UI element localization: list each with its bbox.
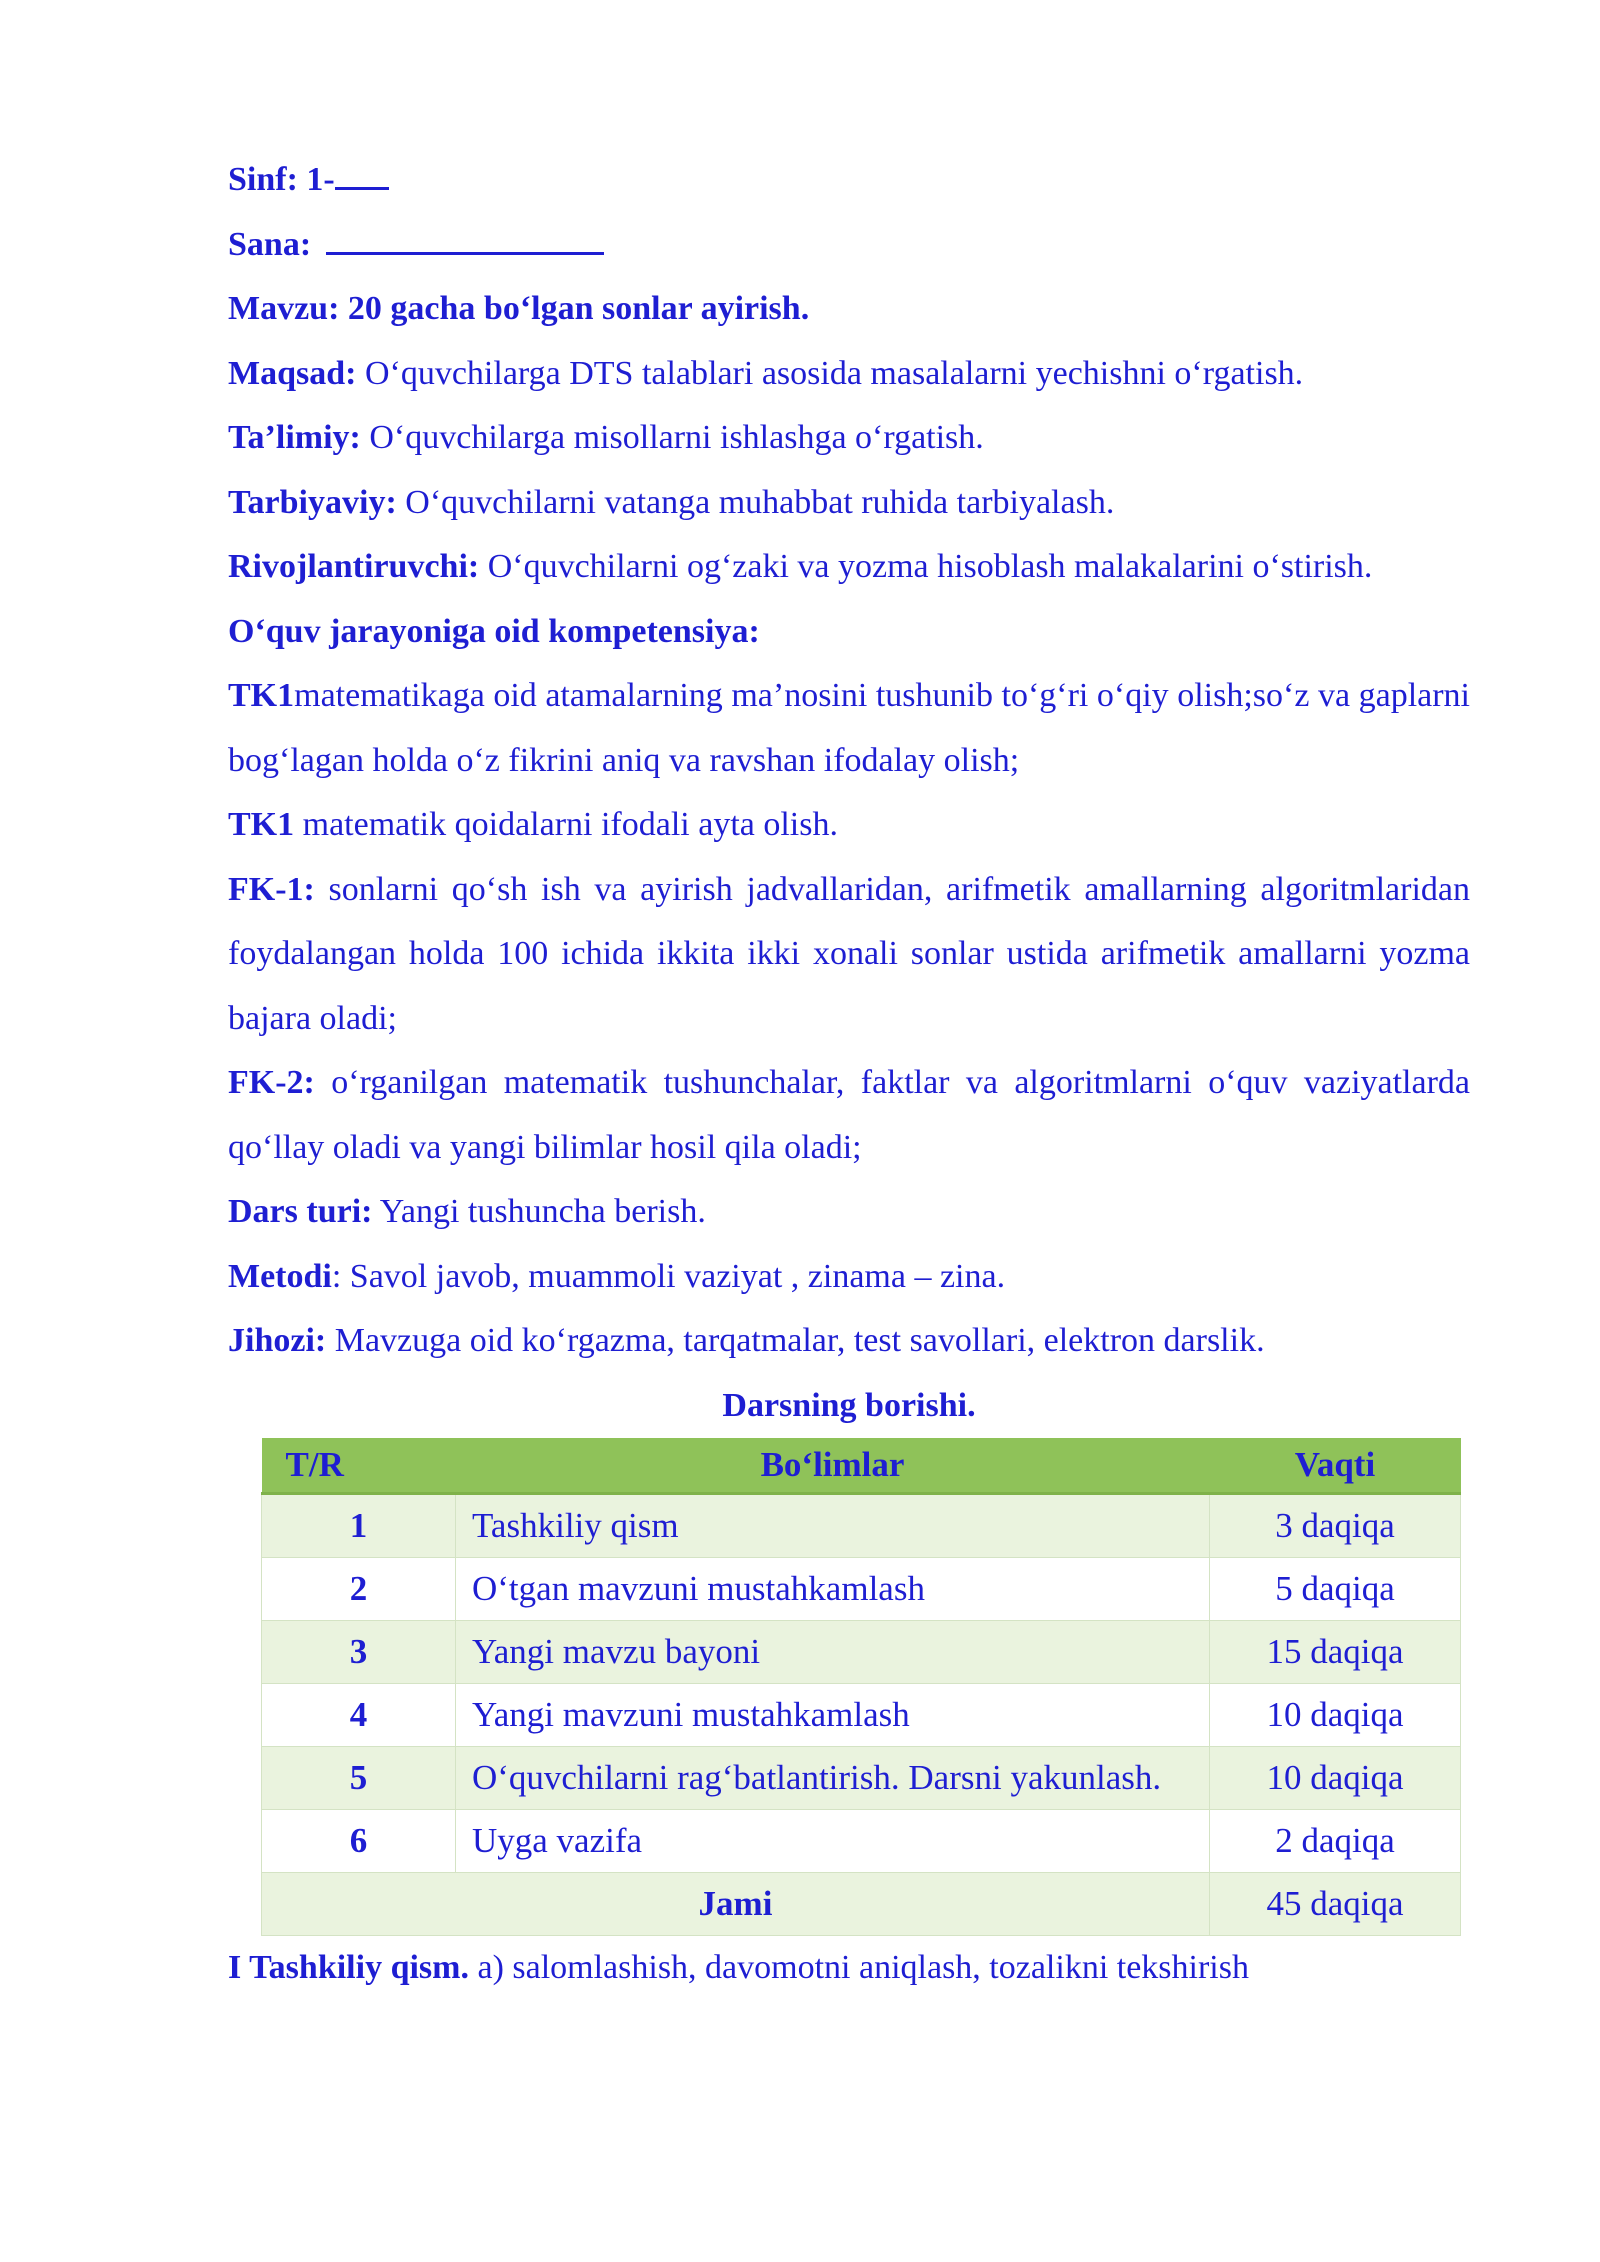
lesson-plan (228, 148, 1470, 2001)
developmental-line (228, 535, 1388, 600)
tk1-second (228, 793, 1470, 858)
header-time: Vaqti (1210, 1438, 1461, 1494)
total-label: Jami (262, 1873, 1210, 1936)
table-row (262, 1684, 1461, 1747)
organizational-part-text: a) salomlashish, davomotni aniqlash, tozalikni tekshirish (468, 1949, 1249, 1986)
educational-label: Ta’limiy: (228, 419, 361, 456)
row-time: 3 daqiqa (1210, 1494, 1461, 1558)
table-row (262, 1810, 1461, 1873)
table-header-row (262, 1438, 1461, 1494)
row-section: Yangi mavzu bayoni (456, 1621, 1210, 1684)
developmental-text: O‘quvchilarni og‘zaki va yozma hisoblash malakalarini o‘stirish. (479, 548, 1373, 585)
fk1-label: FK-1: (228, 870, 315, 908)
tk1-second-label: TK1 (228, 806, 295, 843)
fk2-paragraph (228, 1051, 1470, 1180)
row-time: 2 daqiqa (1210, 1810, 1461, 1873)
fk1-paragraph (228, 858, 1470, 1052)
row-time: 15 daqiqa (1210, 1621, 1461, 1684)
organizational-part-line (228, 1936, 1470, 2001)
educational-line (228, 406, 1470, 471)
equipment-label: Jihozi: (228, 1322, 327, 1359)
row-section: Yangi mavzuni mustahkamlash (456, 1684, 1210, 1747)
tk1-first-text: matematikaga oid atamalarning ma’nosini tushunib to‘g‘ri o‘qiy olish;so‘z va gaplarni bog‘lagan holda o‘z fikrini aniq va ravshan ifodalay olish; (228, 677, 1470, 779)
fk2-label: FK-2: (228, 1064, 315, 1101)
developmental-label: Rivojlantiruvchi: (228, 548, 480, 585)
date-blank (326, 226, 604, 255)
table-row (262, 1494, 1461, 1558)
header-number: T/R (262, 1438, 456, 1494)
topic-line: Mavzu: 20 gacha bo‘lgan sonlar ayirish. (228, 290, 810, 327)
tk1-second-text: matematik qoidalarni ifodali ayta olish. (294, 806, 838, 843)
tk1-first (228, 664, 1470, 793)
method-text: : Savol javob, muammoli vaziyat , zinama – zina. (331, 1257, 1006, 1295)
goal-line (228, 342, 1470, 407)
row-number: 1 (262, 1494, 456, 1558)
class-line (228, 148, 1470, 213)
method-label: Metodi (228, 1257, 332, 1295)
total-time: 45 daqiqa (1210, 1873, 1461, 1936)
row-section: O‘tgan mavzuni mustahkamlash (456, 1558, 1210, 1621)
lesson-schedule-table (261, 1438, 1461, 1936)
row-section: Uyga vazifa (456, 1810, 1210, 1873)
row-number: 3 (262, 1621, 456, 1684)
competence-title: O‘quv jarayoniga oid kompetensiya: (228, 612, 760, 650)
equipment-line (228, 1309, 1470, 1374)
date-line (228, 213, 1470, 278)
date-label: Sana: (228, 225, 312, 263)
educational-text: O‘quvchilarga misollarni ishlashga o‘rgatish. (360, 419, 984, 456)
row-number: 2 (262, 1558, 456, 1621)
lesson-type-label: Dars turi: (228, 1193, 373, 1230)
fk2-text: o‘rganilgan matematik tushunchalar, faktlar va algoritmlarni o‘quv vaziyatlarda qo‘llay oladi va yangi bilimlar hosil qila oladi; (228, 1064, 1470, 1166)
row-time: 10 daqiqa (1210, 1684, 1461, 1747)
table-row (262, 1558, 1461, 1621)
lesson-flow-title: Darsning borishi. (722, 1386, 976, 1424)
tk1-first-label: TK1 (228, 677, 295, 714)
row-section: O‘quvchilarni rag‘batlantirish. Darsni yakunlash. (456, 1747, 1210, 1810)
upbringing-label: Tarbiyaviy: (228, 483, 397, 521)
fk1-text: sonlarni qo‘sh ish va ayirish jadvallaridan, arifmetik amallarning algoritmlaridan foydalangan holda 100 ichida ikkita ikki xonali sonlar ustida arifmetik amallarni yozma bajara oladi; (228, 870, 1470, 1037)
row-time: 10 daqiqa (1210, 1747, 1461, 1810)
method-line (228, 1245, 1470, 1310)
class-blank (335, 161, 389, 190)
equipment-text: Mavzuga oid ko‘rgazma, tarqatmalar, test savollari, elektron darslik. (326, 1322, 1265, 1359)
lesson-type-text: Yangi tushuncha berish. (372, 1193, 706, 1230)
row-section: Tashkiliy qism (456, 1494, 1210, 1558)
table-row (262, 1621, 1461, 1684)
header-sections: Bo‘limlar (456, 1438, 1210, 1494)
row-number: 5 (262, 1747, 456, 1810)
organizational-part-label: I Tashkiliy qism. (228, 1949, 469, 1986)
class-label: Sinf: (228, 161, 298, 198)
row-time: 5 daqiqa (1210, 1558, 1461, 1621)
goal-label: Maqsad: (228, 354, 357, 392)
goal-text: O‘quvchilarga DTS talablari asosida masalalarni yechishni o‘rgatish. (356, 354, 1304, 392)
table-row (262, 1747, 1461, 1810)
upbringing-text: O‘quvchilarni vatanga muhabbat ruhida tarbiyalash. (396, 483, 1115, 521)
lesson-type-line (228, 1180, 1470, 1245)
class-value: 1- (306, 161, 335, 198)
table-total-row (262, 1873, 1461, 1936)
upbringing-line (228, 471, 1470, 536)
row-number: 6 (262, 1810, 456, 1873)
row-number: 4 (262, 1684, 456, 1747)
